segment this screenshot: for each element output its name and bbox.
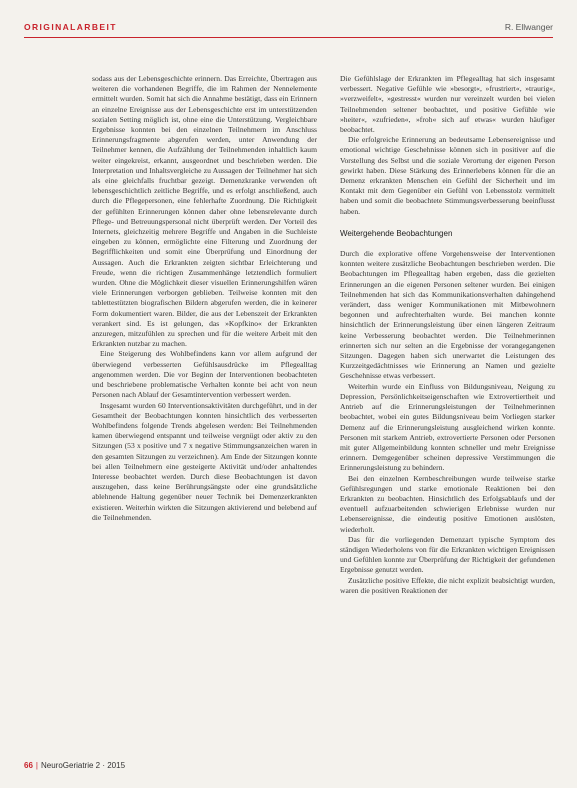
paragraph: Zusätzliche positive Effekte, die nicht explizit beabsichtigt wurden, waren die positiven Reaktionen der [340, 575, 555, 595]
header-divider [24, 37, 553, 38]
section-heading: Weitergehende Beobachtungen [340, 228, 453, 238]
footer-separator: | [35, 761, 38, 770]
paragraph: Die Gefühlslage der Erkrankten im Pflegealltag hat sich insgesamt verbessert. Negative Gefühle wie »besorgt«, »frustriert«, »traurig«, »verzweifelt«, »gestresst« wurden nur vereinzelt wurden bei vielen Teilnehmenden seltener beobachtet, und positive Gefühle wie »heiter«, »zufrieden«, »froh« sich auf etwas« wurden häufiger beobachtet. [340, 74, 555, 135]
paragraph: Die erfolgreiche Erinnerung an bedeutsame Lebensereignisse und emotional wichtige Geschehnisse können sich in positiver auf die Vorstellung des Selbst und die soziale Verortung der eigenen Person gewirkt haben. Diese Stärkung des Erinnerlebens können für die an Demenz erkrankten Menschen ein Gefühl der Sicherheit und im Kontakt mit dem Gegenüber ein Gefühl von Lebensstolz vermittelt haben und somit die beobachtete Stimmungsverbesserung beeinflusst haben. [340, 135, 555, 216]
paragraph: Weiterhin wurde ein Einfluss von Bildungsniveau, Neigung zu Depression, Persönlichkeitseigenschaften wie Extrovertiertheit und Antrieb auf die Erinnerungsleistungen der Teilnehmerinnen beobachtet, wobei ein gutes Bildungsniveau beim Vorliegen starker Demenz auf die Erinnerungsleistung ausgleichend wirken konnte. Personen mit starkem Antrieb, extrovertierte Personen oder Personen mit guter Allgemeinbildung konnten schneller und mehr Ereignisse erinnern. Demgegenüber scheinen depressive Verstimmungen die Erinnerungsleistung zu behindern. [340, 381, 555, 473]
paragraph: Bei den einzelnen Kernbeschreibungen wurde teilweise starke Gefühlsregungen und starke emotionale Reaktionen bei den Erkrankten zu beobachten. Hinsichtlich des Erfolgsablaufs und der eventuell aufzuarbeitenden schwierigen Erlebnisse wurden nur Lebensereignisse, die eindeutig positive Emotionen auslösten, wiederholt. [340, 473, 555, 534]
paragraph: Eine Steigerung des Wohlbefindens kann vor allem aufgrund der überwiegend verbesserten Gefühlsausdrücke im Pflegealltag angenommen werden. Die vor Beginn der Interventionen beobachteten und beschriebene problematische Verhalten konnte bei acht von neun Personen nach Ablauf der Gesamtintervention verbessert werden. [92, 349, 317, 400]
section-label: ORIGINALARBEIT [24, 22, 117, 32]
paragraph: Durch die explorative offene Vorgehensweise der Interventionen konnten weitere zusätzliche Beobachtungen beschrieben werden. Die Beobachtungen im Pflegealltag haben ergeben, dass die gezielten Erinnerungen an die eigenen Personen seltener wurden. Bei einigen Teilnehmenden hat sich das Kommunikationsverhalten dahingehend verändert, dass weniger Kommunikationen mit Mitbewohnern begonnen und aufrechterhalten wurde. Bei manchen konnte hinsichtlich der Erinnerungsleistung über einen längeren Zeitraum keine Verbesserung beobachtet werden. Die Teilnehmerinnen erinnerten sich nur selten an die Ergebnisse der vorangegangenen Sitzungen. Dagegen haben sich unerwartet die Leistungen des Kurzzeitgedächtnisses wie Erinnerung an Namen und gezielte Geschehnisse etwas verbessert. [340, 249, 555, 381]
paragraph: sodass aus der Lebensgeschichte erinnern. Das Erreichte, Übertragen aus weiteren die vorhandenen Begriffe, die im Rahmen der Nennelemente ermittelt wurden. Somit hat sich die Annahme bestätigt, dass ein Erinnern an einzelne Ereignisse aus der Lebensgeschichte erst im unterstützenden sozialen Setting möglich ist, ohne eine die Unterstützung. Vergleichbare Ergebnisse konnten bei den einzelnen Teilnehmern im Anschluss Erinnerungsfragmente abgerufen werden, unter Anwendung der Teilnehmer kennen, die Aufzählung der Teilnehmenden inhaltlich kaum weiter eingekreist, erkannt, ausgeordnet und beschrieben werden. Die Interpretation und Inhaltsvergleiche zu Aussagen der Teilnehmer hat sich als eine gleichfalls fruchtbar gezeigt. Demenzkranke verwenden oft lebensgeschichtlich zeitliche Begriffe, und es erfolgt anschließend, auch durch die Pflegepersonen, eine fehlerhafte Zuordnung. Die Richtigkeit der gefühlten Erinnerungen können daher ohne lebensrelevante durch Pflege- und Betreuungspersonal nicht überprüft werden. Der Vorteil des Internets, gleichzeitig mehrere Begriffe und Angaben in die Suchleiste eingeben zu können, ermöglichte eine Filterung und Zuordnung der Begrifflichkeiten und somit eine Überprüfung und Einordnung der Aussagen. Auch die Erkrankten zeigten sichtbar Erleichterung und Freude, wenn die richtigen Zusammenhänge letztendlich formuliert wurden. Ohne die Möglichkeit dieser visuellen Erinnerungshilfen wären viele Erinnerungen verborgen geblieben. Teilweise konnten mit den tablettestützten biografischen Bildern abgerufen werden, die in keinerer Form dokumentiert waren. Bilder, die aus der Lebenszeit der Erkrankten verankert sind. Es ist gelungen, das »Kopfkino« der Erkrankten anzuregen, mitzufühlen zu sprechen und für die weitere Arbeit mit den Erkrankten nutzbar zu machen. [92, 74, 317, 349]
left-column [92, 74, 317, 523]
paragraph: Das für die vorliegenden Demenzart typische Symptom des ständigen Wiederholens von für die Erkrankten wichtigen Ereignissen und Gefühlen konnte zur Überprüfung der Richtigkeit der gefundenen Ergebnisse genutzt werden. [340, 534, 555, 575]
page-header [24, 22, 553, 36]
paragraph: Insgesamt wurden 60 Interventionsaktivitäten durchgeführt, und in der Gesamtheit der Beobachtungen konnten hinsichtlich des verbesserten Wohlbefindens folgende Trends abgelesen werden: Bei Teilnehmenden kamen überwiegend entspannt und teilweise vergnügt oder aktiv zu den Sitzungen (53 x positive und 7 x negative Stimmungsanzeichen waren in den gesamten Sitzungen zu verzeichnen). Am Ende der Sitzungen konnte bei allen Teilnehmern eine gesteigerte Aktivität und/oder anhaltendes Interesse beobachtet werden. Durch diese Beobachtungen ist davon auszugehen, dass keine Berührungsängste oder eine grundsätzliche ablehnende Haltung gegenüber neuer Technik bei Demenzerkrankten existieren. Weiterhin wirkten die Sitzungen aktivierend und belebend auf die Teilnehmenden. [92, 400, 317, 522]
journal-name: NeuroGeriatrie 2 · 2015 [40, 761, 126, 770]
right-column [340, 74, 555, 596]
author-label: R. Ellwanger [504, 22, 553, 32]
page-footer [24, 761, 125, 770]
page-number: 66 [24, 761, 33, 770]
